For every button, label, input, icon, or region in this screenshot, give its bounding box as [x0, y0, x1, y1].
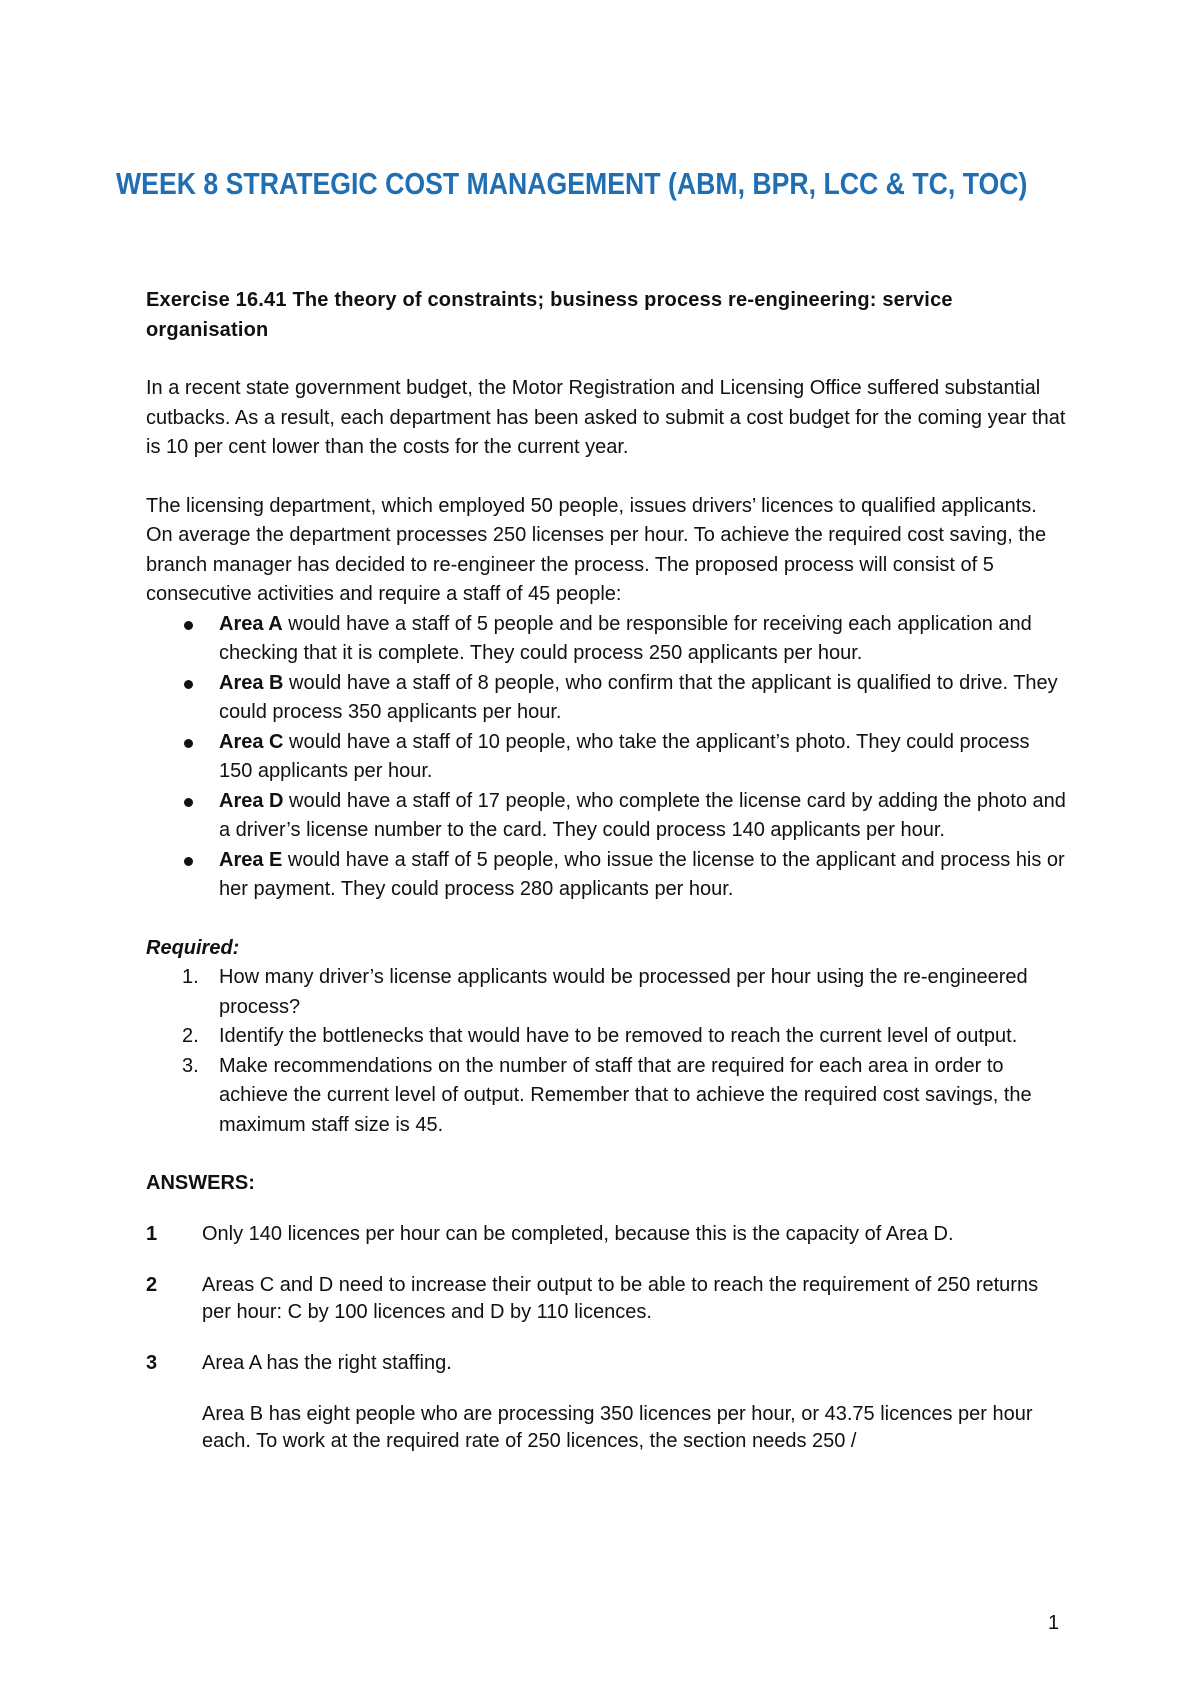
area-label: Area B [219, 671, 284, 694]
answer-text: Only 140 licences per hour can be completed, because this is the capacity of Area D. [202, 1222, 954, 1245]
bullet-icon [184, 739, 193, 748]
document-title: WEEK 8 STRATEGIC COST MANAGEMENT (ABM, BPR, LCC & TC, TOC) [116, 166, 1028, 201]
intro-paragraph-1: In a recent state government budget, the Motor Registration and Licensing Office suffered substantial cutbacks. As a result, each department has been asked to submit a cost budget for the coming year that is 10 per cent lower than the costs for the current year. [146, 377, 1066, 458]
item-number: 3. [182, 1054, 199, 1077]
answer-text: Area A has the right staffing. [202, 1351, 452, 1374]
answer-text: Areas C and D need to increase their output to be able to reach the requirement of 250 returns per hour: C by 100 licences and D by 110 licences. [202, 1273, 1039, 1323]
area-text: would have a staff of 5 people and be responsible for receiving each application and checking that it is complete. They could process 250 applicants per hour. [219, 612, 1032, 664]
answer-item [146, 1221, 1066, 1248]
area-text: would have a staff of 10 people, who take the applicant’s photo. They could process 150 applicants per hour. [219, 730, 1030, 782]
area-text: would have a staff of 8 people, who confirm that the applicant is qualified to drive. They could process 350 applicants per hour. [219, 671, 1058, 723]
area-list [146, 610, 1066, 905]
exercise-heading: Exercise 16.41 The theory of constraints; business process re-engineering: service organisation [146, 289, 953, 341]
answer-item [146, 1272, 1066, 1326]
required-list [146, 963, 1066, 1140]
area-text: would have a staff of 5 people, who issue the license to the applicant and process his or her payment. They could process 280 applicants per hour. [219, 848, 1065, 900]
answer-item [146, 1350, 1066, 1455]
bullet-icon [184, 621, 193, 630]
item-text: Identify the bottlenecks that would have to be removed to reach the current level of output. [219, 1025, 1018, 1047]
bullet-icon [184, 857, 193, 866]
bullet-icon [184, 680, 193, 689]
area-label: Area A [219, 612, 283, 635]
answers-heading: ANSWERS: [146, 1172, 255, 1194]
list-item [146, 610, 1066, 669]
area-label: Area D [219, 789, 284, 812]
bullet-icon [184, 798, 193, 807]
required-label: Required: [146, 936, 240, 959]
answer-number: 2 [146, 1273, 158, 1296]
list-item [146, 787, 1066, 846]
list-item [146, 669, 1066, 728]
item-text: Make recommendations on the number of staff that are required for each area in order to achieve the current level of output. Remember that to achieve the required cost savings, the maximum staff size is 45. [219, 1054, 1032, 1136]
intro-paragraph-2: The licensing department, which employed 50 people, issues drivers’ licences to qualified applicants. On average the department processes 250 licenses per hour. To achieve the required cost saving, the branch manager has decided to re-engineer the process. The proposed process will consist of 5 consecutive activities and require a staff of 45 people: [146, 494, 1047, 605]
item-text: How many driver’s license applicants would be processed per hour using the re-engineered process? [219, 966, 1028, 1018]
list-item [146, 1052, 1066, 1141]
list-item [146, 963, 1066, 1022]
area-label: Area C [219, 730, 284, 753]
area-label: Area E [219, 848, 283, 871]
list-item [146, 728, 1066, 787]
answer-number: 1 [146, 1222, 158, 1245]
item-number: 1. [182, 966, 199, 988]
answer-subtext: Area B has eight people who are processing 350 licences per hour, or 43.75 licences per hour each. To work at the required rate of 250 licences, the section needs 250 / [202, 1402, 1033, 1452]
area-text: would have a staff of 17 people, who complete the license card by adding the photo and a driver’s license number to the card. They could process 140 applicants per hour. [219, 789, 1066, 841]
list-item [146, 846, 1066, 905]
list-item [146, 1022, 1066, 1052]
answer-number: 3 [146, 1351, 158, 1374]
item-number: 2. [182, 1025, 199, 1047]
document-body [146, 286, 1066, 1479]
page-number: 1 [1048, 1612, 1060, 1634]
